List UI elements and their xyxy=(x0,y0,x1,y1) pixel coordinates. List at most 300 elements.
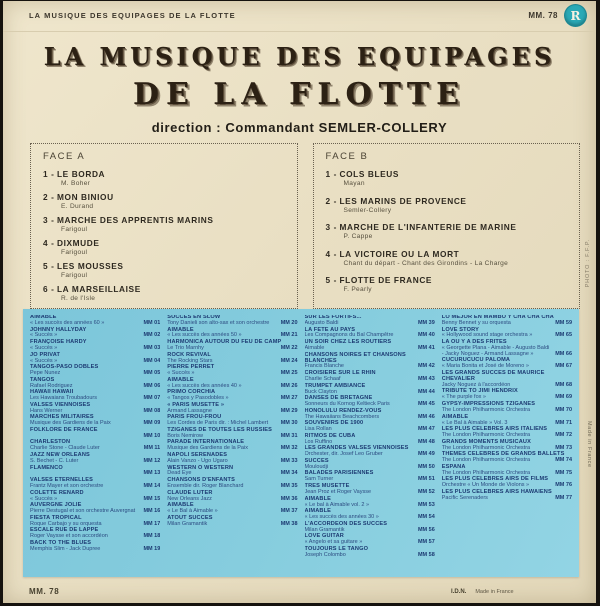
catalog-number-bottom: MM. 78 xyxy=(29,587,60,596)
catalog-entry-title: PARIS FROU-FROU xyxy=(167,414,222,421)
catalog-entry xyxy=(30,440,160,452)
track-title: LA MARSEILLAISE xyxy=(57,284,141,294)
catalog-entry-artist: « Le Bal à Aimable » Vol. 3 xyxy=(441,419,508,426)
catalog-entry-number: MM 03 xyxy=(143,345,161,352)
catalog-entry xyxy=(167,353,297,365)
catalog-entry-artist: The Hawaiians Beachcombers xyxy=(304,413,380,420)
catalog-entry-row xyxy=(442,496,572,502)
catalog-entry xyxy=(30,478,160,490)
catalog-entry-artist: « Succès » xyxy=(30,332,58,339)
catalog-entry-number: MM 04 xyxy=(143,357,161,364)
bottom-right-credits xyxy=(451,589,514,595)
catalog-entry-number: MM 52 xyxy=(417,488,435,495)
catalog-entry xyxy=(305,384,435,396)
catalog-entry xyxy=(167,516,297,528)
catalog-entry-artist: Francis Blanche xyxy=(304,363,344,370)
catalog-entry-title: HAWAII HAWAII xyxy=(30,389,74,396)
catalog-entry-artist: Orchestre « Un Monde de Violons » xyxy=(441,482,530,489)
catalog-entry xyxy=(167,403,297,415)
catalog-entry-artist: « Angelo et sa guitare » xyxy=(304,539,363,546)
catalog-entry-row xyxy=(442,321,572,327)
catalog-entry-number: MM 08 xyxy=(143,407,161,414)
catalog-entry-artist: Pepe Nunez xyxy=(30,370,61,377)
catalog-entry xyxy=(442,340,572,358)
catalog-entry-artist: « Les succès des années 60 » xyxy=(30,319,105,326)
catalog-entry-row xyxy=(305,346,435,352)
catalog-entry xyxy=(442,440,572,452)
catalog-entry-title: TANGOS-PASO DOBLES xyxy=(30,364,99,371)
catalog-entry xyxy=(30,516,160,528)
catalog-entry-number: MM 68 xyxy=(555,381,572,388)
catalog-entry-title: TANGOS xyxy=(30,376,55,383)
catalog-entry-number: MM 72 xyxy=(555,432,572,439)
catalog-entry xyxy=(167,378,297,390)
catalog-entry-artist: Hans Werner xyxy=(30,407,63,414)
catalog-entry xyxy=(305,471,435,483)
catalog-entry xyxy=(305,434,435,446)
catalog-entry-artist: Les Cordes de Paris dir. : Michel Lambert xyxy=(167,420,269,427)
catalog-entry xyxy=(30,541,160,553)
catalog-entry-title: TRUMPET AMBIANCE xyxy=(304,382,366,389)
catalog-entry-artist: Ensemble dir. Roger Blanchard xyxy=(167,483,244,490)
face-a-box xyxy=(30,143,298,309)
catalog-entry-number: MM 59 xyxy=(555,319,572,326)
catalog-entry-artist: « Succès » xyxy=(167,370,195,377)
catalog-entry-title: VALSES ETERNELLES xyxy=(30,477,94,484)
catalog-entry-title: GYPSY-IMPRESSIONS TZIGANES xyxy=(441,401,536,408)
catalog-entry xyxy=(30,365,160,377)
catalog-entry xyxy=(305,409,435,421)
catalog-entry-artist: « Tangos y Pasodobles » xyxy=(167,395,229,402)
catalog-entry-title: VALSES VIENNOISES xyxy=(30,401,91,408)
track-item xyxy=(43,192,287,210)
track-title: LA VICTOIRE OU LA MORT xyxy=(339,248,460,259)
catalog-entry-row xyxy=(305,490,435,496)
catalog-entry-number: MM 43 xyxy=(417,376,435,383)
catalog-entry xyxy=(442,402,572,414)
track-composer: M. Boher xyxy=(61,180,91,187)
catalog-entry xyxy=(30,353,160,365)
catalog-entry-title: CHANSONS D'ENFANTS xyxy=(167,477,235,484)
catalog-entry-artist: Sonneurs du Kornog Keltieck Paris xyxy=(304,401,390,408)
track-composer: Farigoul xyxy=(61,272,88,279)
catalog-entry-artist: The London Philharmonic Orchestra xyxy=(441,432,531,439)
track-title-line xyxy=(326,196,570,206)
catalog-entry-title: LO MEJOR EN MAMBO Y CHA CHA CHA xyxy=(441,315,554,320)
catalog-entry xyxy=(30,390,160,402)
track-title-line xyxy=(326,249,570,259)
catalog-entry-artist: Tony Danieli son alto-sax et son orchestre xyxy=(167,319,270,326)
catalog-entry xyxy=(30,328,160,340)
catalog-entry-number: MM 14 xyxy=(143,483,161,490)
track-item xyxy=(326,222,570,240)
track-item xyxy=(43,284,287,302)
catalog-entry-number: MM 34 xyxy=(280,470,298,477)
catalog-entry-number: MM 38 xyxy=(280,520,298,527)
catalog-entry xyxy=(167,365,297,377)
catalog-entry-artist: « Le bal à Aimable vol. 2 » xyxy=(304,501,370,508)
catalog-entry-number: MM 45 xyxy=(417,401,435,408)
catalog-entry-title: TRIBUTE TO JIMI HENDRIX xyxy=(441,388,518,395)
catalog-entry-artist: Alain Vanzo - Ugo Ugaro xyxy=(167,457,228,464)
catalog-entry-artist: « Succès » xyxy=(30,357,58,364)
catalog-entry xyxy=(30,491,160,503)
face-a-tracks xyxy=(43,169,287,302)
track-item xyxy=(43,261,287,279)
catalog-entry-title: SOUVENIRS DE 1900 xyxy=(304,420,364,427)
catalog-entry xyxy=(30,528,160,540)
catalog-entry xyxy=(167,478,297,490)
catalog-entry-number: MM 57 xyxy=(417,539,435,546)
catalog-entry-number: MM 70 xyxy=(555,406,572,413)
catalog-entry-number: MM 33 xyxy=(280,457,298,464)
catalog-entry-title: NAPOLI SERENADES xyxy=(167,452,228,459)
catalog-entry-artist: Aimable xyxy=(304,345,325,352)
catalog-entry xyxy=(305,421,435,433)
track-title: COLS BLEUS xyxy=(339,169,399,179)
catalog-entry-artist: Les Compagnons du Bal Champêtre xyxy=(304,332,394,339)
catalog-entry-artist: « Les succès des années 30 » xyxy=(304,514,379,521)
catalog-entry-artist: « Les succès des années 40 » xyxy=(167,382,242,389)
catalog-entry-number: MM 51 xyxy=(417,476,435,483)
catalog-column-2 xyxy=(167,315,297,571)
catalog-entry-row xyxy=(305,553,435,559)
catalog-entry-artist: Lisa Rollan xyxy=(304,426,332,433)
catalog-entry-row xyxy=(167,346,297,352)
track-item xyxy=(326,275,570,293)
catalog-entry-number: MM 35 xyxy=(280,483,298,490)
catalog-entry-title: BACK TO THE BLUES xyxy=(30,539,92,546)
catalog-entry-number: MM 18 xyxy=(143,533,161,540)
catalog-entry xyxy=(442,415,572,427)
catalog-entry-number: MM 67 xyxy=(555,363,572,370)
catalog-entry-number: MM 30 xyxy=(280,420,298,427)
catalog-entry-row xyxy=(30,459,160,465)
catalog-entry xyxy=(442,358,572,370)
catalog-entry xyxy=(442,465,572,477)
catalog-entry-row xyxy=(30,547,160,553)
catalog-entry-title: ESCALE RUE DE LAPPE xyxy=(30,527,99,534)
catalog-entry-number: MM 07 xyxy=(143,395,161,402)
catalog-entry-artist: Roque Carbajo y su orquesta xyxy=(30,520,102,527)
catalog-entry-title: JO PRIVAT xyxy=(30,351,61,358)
catalog-entry-row xyxy=(305,321,435,327)
catalog-entry-number: MM 48 xyxy=(417,438,435,445)
record-label-logo: R xyxy=(565,5,586,26)
catalog-entry-row xyxy=(167,459,297,465)
catalog-entry xyxy=(30,378,160,390)
catalog-entry-artist: « Succès » xyxy=(30,345,58,352)
album-title-line1: LA MUSIQUE DES EQUIPAGES xyxy=(43,42,556,71)
catalog-entry-title: SUCCES EN SLOW xyxy=(167,315,221,320)
track-number: 5 - xyxy=(325,275,337,285)
catalog-entry-artist: Orchester, dir. Josef Leo Gruber xyxy=(304,451,383,458)
catalog-column-3 xyxy=(305,315,435,571)
catalog-entry-number: MM 37 xyxy=(280,508,298,515)
catalog-entry-title: HONOLULU RENDEZ-VOUS xyxy=(304,407,382,414)
catalog-entry-title: LOVE STORY xyxy=(441,326,479,333)
track-title-line xyxy=(326,275,570,285)
catalog-entry-title: COLETTE RENARD xyxy=(30,489,84,496)
face-a-label: FACE A xyxy=(43,151,86,162)
track-composer: Chant du départ - Chant des Girondins - La Charge xyxy=(343,259,509,267)
catalog-entry-title: WESTERN O WESTERN xyxy=(167,464,234,471)
track-composer: R. de l'Isle xyxy=(61,295,96,302)
track-title-line xyxy=(43,192,287,202)
catalog-number-top: MM. 78 xyxy=(528,11,558,20)
catalog-entry-title: FIESTA TROPICAL xyxy=(30,514,82,521)
face-b-box xyxy=(313,143,581,309)
catalog-entry-number: MM 65 xyxy=(555,332,572,339)
catalog-entry xyxy=(30,340,160,352)
catalog-entry xyxy=(442,427,572,439)
catalog-entry-title: PIERRE PERRET xyxy=(167,364,215,371)
catalog-entry-row xyxy=(305,515,435,521)
track-number: 4 - xyxy=(325,248,337,259)
catalog-entry-number: MM 32 xyxy=(280,445,298,452)
catalog-entry xyxy=(305,534,435,546)
catalog-entry-number: MM 66 xyxy=(555,350,572,357)
catalog-entry-row xyxy=(442,346,572,358)
catalog-entry-artist: « The purple fox » xyxy=(441,394,486,401)
catalog-entry-artist: New Orleans Jazz xyxy=(167,495,212,502)
track-composer: Semler-Collery xyxy=(343,206,392,214)
catalog-entry xyxy=(305,328,435,340)
catalog-entry xyxy=(305,509,435,521)
catalog-entry xyxy=(167,315,297,327)
catalog-entry xyxy=(30,315,160,327)
track-composer: E. Durand xyxy=(61,203,94,210)
catalog-entry-number: MM 75 xyxy=(555,469,572,476)
track-title: MON BINIOU xyxy=(57,192,114,202)
catalog-entry-number: MM 09 xyxy=(143,420,161,427)
track-title: MARCHE DES APPRENTIS MARINS xyxy=(57,215,214,225)
track-title-line xyxy=(326,169,570,179)
track-number: 5 - xyxy=(43,261,55,271)
track-item xyxy=(43,238,287,256)
album-back-cover xyxy=(3,1,596,603)
catalog-entry-title: FLAMENCO xyxy=(30,464,63,471)
catalog-entry-title: CHANSONS NOIRES ET CHANSONS BLANCHES xyxy=(304,351,406,364)
catalog-entry-number: MM 20 xyxy=(280,319,298,326)
track-title: LES MOUSSES xyxy=(57,261,124,271)
catalog-entry xyxy=(305,446,435,458)
catalog-entry-title: AIMABLE xyxy=(167,502,194,509)
catalog-entry xyxy=(442,328,572,340)
catalog-entry-title: LES GRANDS SUCCES DE MAURICE CHEVALIER xyxy=(441,370,545,382)
catalog-entry xyxy=(442,490,572,502)
catalog-entry-number: MM 06 xyxy=(143,382,161,389)
catalog-entry-number: MM 40 xyxy=(417,332,435,339)
catalog-entry-title: AIMABLE xyxy=(167,326,194,333)
catalog-entry-artist: Milan Gramantik xyxy=(304,526,345,533)
catalog-entry xyxy=(442,452,572,464)
catalog-entry-number: MM 56 xyxy=(417,526,435,533)
catalog-entry-artist: Pacific Serenaders xyxy=(441,494,488,501)
catalog-entry xyxy=(167,390,297,402)
catalog-entry-number: MM 25 xyxy=(280,370,298,377)
catalog-entry-artist: Milan Gramantik xyxy=(167,520,208,527)
catalog-entry-artist: Benny Bennet y su orquesta xyxy=(441,319,511,326)
catalog-entry-artist: The London Philharmonic Orchestra xyxy=(441,406,531,413)
catalog-entry-title: ESPANA xyxy=(441,463,466,470)
catalog-entry-title: AIMABLE xyxy=(167,376,194,383)
catalog-entry-title: ATOUT SUCCES xyxy=(167,514,213,521)
face-b-label: FACE B xyxy=(325,151,369,162)
catalog-entry-title: MARCHES MILITAIRES xyxy=(30,414,94,421)
catalog-entry-number: MM 16 xyxy=(143,508,161,515)
catalog-entry xyxy=(30,503,160,515)
track-title-line xyxy=(43,215,287,225)
catalog-entry-title: BALADES PARISIENNES xyxy=(304,470,374,477)
catalog-entry-title: PARADE INTERNATIONALE xyxy=(167,439,245,446)
catalog-entry-title: JAZZ NEW ORLEANS xyxy=(30,452,90,459)
catalog-entry-artist: Charlie Stone - Claude Luter xyxy=(30,445,100,452)
idn-credit: I.D.N. xyxy=(451,589,467,595)
catalog-entry-number: MM 24 xyxy=(280,357,298,364)
catalog-entry-number: MM 41 xyxy=(417,345,435,352)
track-item xyxy=(326,249,570,267)
catalog-entry-artist: The London Philharmonic Orchestra xyxy=(441,444,531,451)
catalog-entry-number: MM 26 xyxy=(280,382,298,389)
album-title-line2: DE LA FLOTTE xyxy=(132,77,467,112)
catalog-entry-artist: The London Philharmonic Orchestra xyxy=(441,457,531,464)
face-b-tracks xyxy=(326,169,570,293)
catalog-entry-artist: Augusto Baldi xyxy=(304,319,339,326)
track-number: 3 - xyxy=(325,222,337,232)
catalog-entry-title: AIMABLE xyxy=(304,495,332,502)
catalog-entry-title: TRES MUSETTE xyxy=(304,483,350,490)
track-number: 2 - xyxy=(325,195,337,206)
catalog-entry-artist: « Le Bal à Aimable » xyxy=(167,508,218,515)
catalog-panel xyxy=(23,309,579,577)
catalog-entry-number: MM 47 xyxy=(417,426,435,433)
catalog-entry-title: CROISIERE SUR LE RHIN xyxy=(304,370,376,377)
track-title-line xyxy=(43,261,287,271)
catalog-entry xyxy=(305,396,435,408)
catalog-entry-title: CHARLESTON xyxy=(30,439,71,446)
catalog-entry-number: MM 46 xyxy=(417,413,435,420)
catalog-entry-title: UN SOIR CHEZ LES ROUTIERS xyxy=(304,339,392,346)
catalog-entry-title: « PARIS MUSETTE » xyxy=(167,401,225,408)
catalog-entry-number: MM 53 xyxy=(417,501,435,508)
track-title: LES MARINS DE PROVENCE xyxy=(339,195,467,206)
catalog-entry-number: MM 73 xyxy=(555,444,572,451)
track-number: 1 - xyxy=(325,169,337,179)
catalog-entry-number: MM 05 xyxy=(143,370,161,377)
catalog-entry-artist: The Rocking Stars xyxy=(167,357,213,364)
track-title-line xyxy=(326,222,570,232)
catalog-entry-title: HARMONICA AUTOUR DU FEU DE CAMP xyxy=(167,339,282,346)
catalog-entry-row xyxy=(167,321,297,327)
catalog-entry-artist: Pierre Destugal et son orchestre Auvergnat xyxy=(30,508,136,515)
catalog-entry-title: LA OU Y A DES FRITES xyxy=(441,339,507,346)
catalog-entry-row xyxy=(167,484,297,490)
track-number: 2 - xyxy=(43,192,55,202)
catalog-entry-number: MM 11 xyxy=(143,445,161,452)
catalog-entry-title: RITMOS DE CUBA xyxy=(304,432,356,439)
catalog-entry-title: FOLKLORE DE FRANCE xyxy=(30,426,98,433)
catalog-entry-artist: « Georgette Plana - Aimable - Augusto Baldi - Jacky Noguez - Armand Lassagne » xyxy=(441,345,550,357)
catalog-entry xyxy=(167,466,297,478)
catalog-entry-number: MM 15 xyxy=(143,495,161,502)
track-composer: F. Pearly xyxy=(343,286,372,293)
track-title: DIXMUDE xyxy=(57,238,100,248)
catalog-entry-artist: Armand Lassagne xyxy=(167,407,212,414)
catalog-entry-row xyxy=(30,321,160,327)
catalog-entry-artist: Roger Vaysse et son accordéon xyxy=(30,533,108,540)
catalog-entry xyxy=(305,371,435,383)
catalog-entry-title: DANSES DE BRETAGNE xyxy=(304,395,373,402)
catalog-entry-artist: Memphis Slim - Jack Dupree xyxy=(30,545,101,552)
catalog-entry xyxy=(305,353,435,371)
catalog-entry xyxy=(30,428,160,440)
top-bar-title: LA MUSIQUE DES EQUIPAGES DE LA FLOTTE xyxy=(29,11,236,20)
catalog-entry xyxy=(167,415,297,427)
catalog-entry xyxy=(30,415,160,427)
catalog-entry xyxy=(442,389,572,401)
catalog-entry-artist: « Hollywood sound stage orchestra » xyxy=(441,332,533,339)
catalog-entry-number: MM 13 xyxy=(143,470,161,477)
track-title-line xyxy=(43,238,287,248)
catalog-entry-artist: Joseph Colombo xyxy=(304,551,346,558)
catalog-entry-number: MM 50 xyxy=(417,463,435,470)
catalog-entry-artist: Musique des Gardiens de la Paix xyxy=(30,420,111,427)
track-item xyxy=(43,169,287,187)
catalog-entry-number: MM 42 xyxy=(417,363,435,370)
catalog-entry-number: MM 21 xyxy=(280,332,298,339)
catalog-entry-title: AUVERGNE JOLIE xyxy=(30,502,82,509)
catalog-entry-number: MM 19 xyxy=(143,545,161,552)
catalog-entry-title: TOUJOURS LE TANGO xyxy=(304,545,369,552)
catalog-entry-artist: S. Bechet - C. Luter xyxy=(30,457,79,464)
catalog-entry-title: CLAUDE LUTER xyxy=(167,489,213,496)
track-item xyxy=(326,169,570,187)
catalog-entry-number: MM 69 xyxy=(555,394,572,401)
catalog-entry xyxy=(167,428,297,440)
catalog-entry-artist: « Succès » xyxy=(30,495,58,502)
catalog-entry xyxy=(442,477,572,489)
catalog-entry xyxy=(442,371,572,389)
catalog-entry-number: MM 27 xyxy=(280,395,298,402)
catalog-entry-row xyxy=(30,484,160,490)
track-title: FLOTTE DE FRANCE xyxy=(339,275,433,285)
catalog-entry-number: MM 77 xyxy=(555,494,572,501)
made-in-france-vertical: Made in France xyxy=(586,421,592,468)
catalog-entry-title: THEMES CELEBRES DE GRANDS BALLETS xyxy=(441,451,565,458)
catalog-entry xyxy=(305,522,435,534)
catalog-entry-artist: Les Hawaians Troubadours xyxy=(30,395,97,402)
catalog-entry-artist: Musique des Gardiens de la Paix xyxy=(167,445,248,452)
catalog-entry-number: MM 29 xyxy=(280,407,298,414)
catalog-entry-artist: The London Philharmonic Orchestra xyxy=(441,469,531,476)
catalog-entry-title: GRANDS MOMENTS MUSICAUX xyxy=(441,438,531,445)
top-bar xyxy=(3,1,596,32)
catalog-column-1 xyxy=(30,315,160,571)
photo-credit-vertical: PHOTO : F.F.P. xyxy=(585,239,591,288)
catalog-entry-title: AIMABLE xyxy=(30,315,57,320)
catalog-entry-row xyxy=(30,346,160,352)
catalog-entry-number: MM 17 xyxy=(143,520,161,527)
catalog-entry-row xyxy=(305,377,435,383)
catalog-entry-title: LES PLUS CELEBRES AIRS DE FILMS xyxy=(441,476,549,483)
catalog-column-4 xyxy=(442,315,572,571)
track-item xyxy=(326,196,570,214)
catalog-entry-title: SUCCES xyxy=(304,457,329,464)
catalog-entry xyxy=(30,403,160,415)
track-number: 6 - xyxy=(43,284,55,294)
catalog-entry-title: CUCURUCUCU PALOMA xyxy=(441,357,511,364)
